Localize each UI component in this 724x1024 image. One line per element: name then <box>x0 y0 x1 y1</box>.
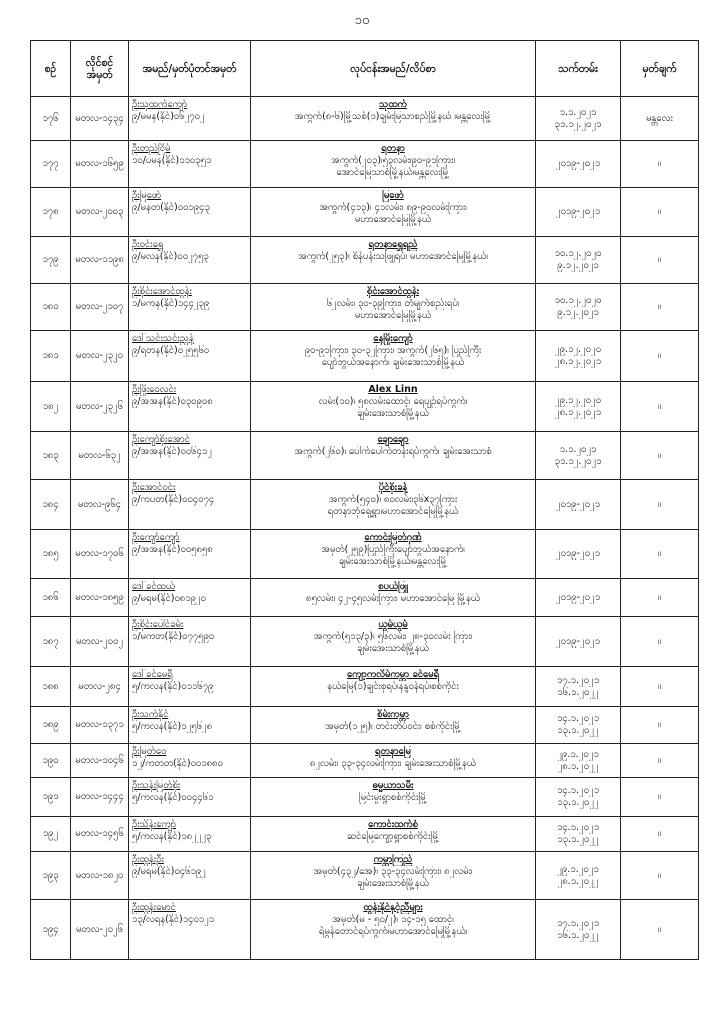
holder-name: ဦးစိုင်းပေါင်ခမ်း <box>132 619 184 630</box>
license-number: မတလ-၁၄၃၄ <box>71 97 129 141</box>
business-cell <box>251 188 536 237</box>
business-cell <box>251 667 536 707</box>
validity-date: ၉.၁၂.၂၀၂၁ <box>557 307 599 318</box>
holder-cell <box>129 617 251 667</box>
license-number: မတလ-၁၃၇၁ <box>71 707 129 744</box>
holder-cell <box>129 331 251 382</box>
table-row <box>31 579 699 617</box>
business-name: ကမ္ဘာကြည် <box>373 854 413 865</box>
holder-nrc: ၉/ရတန(နိုင်)၀၂၅၅၆၀ <box>132 345 210 356</box>
holder-name: ဦးမြတ်ဝေ <box>132 746 167 757</box>
license-number: မတလ-၂၁၀၇ <box>71 284 129 331</box>
license-number: မတလ-၂၀၂၆ <box>71 900 129 960</box>
business-address-line: ရဲမွန်တောင်ရပ်ကွက်၊မဟာအောင်မြေမြို့နယ်၊ <box>318 926 468 937</box>
business-name: ဓမ္မယာသမီး <box>372 780 414 791</box>
license-number: မတလ-၆၃၂ <box>71 432 129 480</box>
validity-cell <box>536 707 621 744</box>
holder-nrc: ၅/ကလန(နိုင်)၁၈၂၂၂၃ <box>132 831 212 842</box>
business-name: ကျော့ကလိမ်ကမ္ဘာ ခင်မေရီ <box>346 669 440 680</box>
business-cell <box>251 817 536 852</box>
business-address-line: အမှတ်(မ - ၅၀/၂)၊ ၁၄-၁၅ ထောင့်၊ <box>332 914 454 925</box>
license-number: မတလ-၂၈၄ <box>71 667 129 707</box>
header-business: လုပ်ငန်းအမည်/လိပ်စာ <box>251 41 536 97</box>
validity-cell <box>536 480 621 530</box>
business-cell <box>251 237 536 284</box>
business-name: ရတနာမြေ <box>375 746 411 757</box>
holder-nrc: ၉/မရမ(နိုင်)၀၄၆၁၉၂ <box>132 866 206 877</box>
validity-date: ၁၀.၁၂.၂၀၂၀ <box>554 295 602 306</box>
remark: ။ <box>621 579 699 617</box>
validity-cell <box>536 97 621 141</box>
holder-nrc: ၁/မကတ(နိုင်)၀၇၇၅၉၀ <box>132 631 215 642</box>
holder-name: ဒေါ်ခင်မေရီ <box>132 669 173 680</box>
table-row <box>31 530 699 579</box>
validity-date: ၂၉.၁.၂၀၂၁ <box>557 748 599 760</box>
business-address-line: ချမ်းအေးသာစံမြို့နယ်၊မန္တလေးမြို့ <box>338 556 448 567</box>
holder-cell <box>129 707 251 744</box>
holder-name: ဦးအောင်ဝင်း <box>132 482 176 493</box>
validity-date: ၃၁.၁၂.၂၀၂၁ <box>554 118 602 130</box>
holder-name: ဦးသန်းမြတ်စိုး <box>132 780 181 791</box>
row-number: ၁၈၂ <box>31 382 71 432</box>
business-address-line: ၈၅လမ်း၊ ၄၂-၄၅လမ်းကြား၊ မဟာအောင်မြေ မြို့နယ် <box>306 593 480 604</box>
business-name: မြဖော် <box>382 190 404 201</box>
row-number: ၁၈၉ <box>31 707 71 744</box>
remark: ။ <box>621 382 699 432</box>
table-row <box>31 667 699 707</box>
holder-name: ဦးကျော်စိုးအောင် <box>132 434 190 445</box>
header-license <box>71 41 129 97</box>
validity-date: ၂၈.၁၂.၂၀၂၁ <box>554 406 602 418</box>
validity-date: ၂၈.၁၂.၂၀၂၁ <box>554 356 602 367</box>
holder-nrc: ၅/ကလန(နိုင်)၀၀၄၄၆၁ <box>132 792 214 803</box>
holder-cell <box>129 188 251 237</box>
validity-date: ၃၁.၁၂.၂၀၂၁ <box>554 455 602 467</box>
business-name: စိမ်းကမ္ဘာ <box>377 709 409 720</box>
holder-nrc: ၉/ကပတ(နိုင်)၀၀၄၀၇၄ <box>132 494 215 505</box>
table-row <box>31 852 699 900</box>
business-address-line: ချမ်းအေးသာစံမြို့နယ် <box>357 408 429 419</box>
holder-name: ဦးသက်နိုင် <box>132 709 169 720</box>
holder-nrc: ၁၂/ကတတ(နိုင်)၀၀၁၈၈၀ <box>132 758 223 769</box>
holder-cell <box>129 237 251 284</box>
table-row <box>31 817 699 852</box>
holder-nrc: ၉/အအန(နိုင်)၀၀၆၄၁၂ <box>132 446 212 457</box>
table-row <box>31 480 699 530</box>
license-number: မတလ-၁၀၄၆ <box>71 744 129 778</box>
license-number: မတလ-၁၇၀၆ <box>71 530 129 579</box>
business-cell <box>251 284 536 331</box>
holder-nrc: ၉/မရမ(နိုင်)၀၈၁၉၂၀ <box>132 593 206 604</box>
validity-cell <box>536 141 621 188</box>
business-address-line: အကွက်(၂၆၀)၊ ပေါက်ပေါက်တန်းရပ်ကွက်၊ ချမ်းအေးသာစံ <box>294 446 492 457</box>
holder-nrc: ၁/မကန(နိုင်)၁၄၄၂၃၉ <box>132 298 210 309</box>
row-number: ၁၉၃ <box>31 852 71 900</box>
license-number: မတလ-၁၄၅၆ <box>71 817 129 852</box>
row-number: ၁၈၁ <box>31 331 71 382</box>
remark: ။ <box>621 432 699 480</box>
validity-date: ၁.၁.၂၀၂၁ <box>559 443 597 455</box>
holder-name: ဦးစိုင်းအောင်ထွန်း <box>132 286 192 297</box>
business-address-line: ရတနာဘုံရှေ့ရွာ၊မဟာအောင်မြေမြို့နယ် <box>327 506 459 517</box>
table-row <box>31 237 699 284</box>
remark: ။ <box>621 480 699 530</box>
row-number: ၁၈၈ <box>31 667 71 707</box>
holder-cell <box>129 778 251 817</box>
holder-nrc: ၉/အအန(နိုင်)၀၀၅၈၅၈ <box>132 544 213 555</box>
license-number: မတလ-၂၀၀၃ <box>71 188 129 237</box>
license-number: မတလ-၁၆၅၉ <box>71 141 129 188</box>
license-number: မတလ-၁၈၅၉ <box>71 579 129 617</box>
header-license-line: လိုင်စင် <box>85 56 114 69</box>
row-number: ၁၇၆ <box>31 97 71 141</box>
holder-cell <box>129 817 251 852</box>
validity-date: ၂၀၁၉-၂၀၂၁ <box>555 591 601 603</box>
validity-cell <box>536 617 621 667</box>
page-number: ၁၀ <box>354 13 370 28</box>
remark: ။ <box>621 667 699 707</box>
header-license-line: အမှတ် <box>86 68 113 81</box>
business-address-line: ချမ်းအေးသာစံမြို့နယ် <box>357 643 429 654</box>
remark: ။ <box>621 530 699 579</box>
holder-cell <box>129 667 251 707</box>
validity-cell <box>536 530 621 579</box>
header-remark: မှတ်ချက် <box>621 41 699 97</box>
business-address-line: ၈၂လမ်း၊ ၃၃-၃၄လမ်းကြား၊ ချမ်းအေးသာစံမြို့နယ် <box>309 758 477 769</box>
table-row <box>31 617 699 667</box>
validity-date: ၁.၁.၂၀၂၁ <box>559 106 597 118</box>
validity-date: ၂၀၁၉-၂၀၂၁ <box>555 498 601 510</box>
row-number: ၁၈၃ <box>31 432 71 480</box>
remark: ။ <box>621 188 699 237</box>
business-name: ကောင်းထက်စံ <box>368 819 418 830</box>
table-body <box>31 97 699 960</box>
holder-name: ဦးဖြိုးဝေလင်း <box>132 384 177 395</box>
holder-nrc: ၅/ကလန(နိုင်)၁၂၅၆၂၈ <box>132 721 213 732</box>
business-address-line: လမ်း(၁၀)၊ ၅၈လမ်းထောင့်၊ ရေပျဥ်ရပ်ကွက်၊ <box>318 396 468 407</box>
business-address-line: အကွက်(၂၅၃)၊ စိန်ပန်းသဖြူရပ်၊ မဟာအောင်မြေမြို့နယ်၊ <box>298 251 488 262</box>
validity-cell <box>536 331 621 382</box>
validity-date: ၁၆.၁.၂၀၂၂ <box>557 686 599 698</box>
table-row <box>31 778 699 817</box>
remark: ။ <box>621 284 699 331</box>
business-name: စပယ်ဖြူ <box>378 581 408 592</box>
header-validity: သက်တမ်း <box>536 41 621 97</box>
business-cell <box>251 900 536 960</box>
remark: ။ <box>621 237 699 284</box>
holder-cell <box>129 284 251 331</box>
business-name: ပိုင်စိုးခန့် <box>378 482 408 493</box>
remark: ။ <box>621 744 699 778</box>
validity-cell <box>536 237 621 284</box>
validity-date: ၂၀၁၉-၂၀၂၁ <box>555 158 601 169</box>
table-header-row <box>31 41 699 97</box>
remark: ။ <box>621 707 699 744</box>
row-number: ၁၉၀ <box>31 744 71 778</box>
remark: ။ <box>621 617 699 667</box>
table-row <box>31 331 699 382</box>
holder-cell <box>129 97 251 141</box>
business-address-line: ၉၀-၉၁ကြား၊ ၃၀-၃၂ကြား၊ အကွက်(၂၆၅)၊ ပြည်ကြီး <box>304 345 482 356</box>
table-row <box>31 97 699 141</box>
remark: မန္တလေး <box>621 97 699 141</box>
holder-name: ဦးသုထက်ကျော် <box>132 99 188 110</box>
holder-name: ဦးဝင်းရွှေ <box>132 239 164 250</box>
holder-nrc: ၉/မမန(နိုင်)၀၆၂၇၀၂ <box>132 111 205 122</box>
remark: ။ <box>621 852 699 900</box>
license-number: မတလ-၉၆၄ <box>71 480 129 530</box>
holder-nrc: ၅/ကလန(နိုင်)၀၁၁၆၇၉ <box>132 681 214 692</box>
table-row <box>31 382 699 432</box>
validity-cell <box>536 900 621 960</box>
validity-date: ၁၇.၁.၂၀၂၁ <box>556 917 600 929</box>
business-cell <box>251 617 536 667</box>
business-address-line: ပျော်ဘွယ်အနောက်၊ ချမ်းအေးသာစံမြို့နယ် <box>321 357 465 368</box>
table-row <box>31 432 699 480</box>
holder-name: ဦးမြဖော် <box>132 190 162 201</box>
holder-name: ဦးကျော်ကျော် <box>132 532 180 543</box>
business-address-line: ချမ်းအေးသာစံမြို့နယ် <box>357 878 429 889</box>
business-cell <box>251 707 536 744</box>
holder-cell <box>129 432 251 480</box>
validity-date: ၁၆.၁.၂၀၂၂ <box>557 929 599 941</box>
business-name: ချောချော <box>377 434 409 445</box>
business-name: ကောင်းမြတ်ဂုဏ် <box>364 532 422 543</box>
remark: ။ <box>621 141 699 188</box>
holder-cell <box>129 382 251 432</box>
validity-date: ၂၀၁၉-၂၀၂၁ <box>555 206 601 217</box>
table-row <box>31 284 699 331</box>
validity-date: ၁၇.၁.၂၀၂၁ <box>556 674 600 686</box>
validity-date: ၁၀.၁၂.၂၀၂၀ <box>554 248 602 259</box>
business-cell <box>251 852 536 900</box>
validity-cell <box>536 382 621 432</box>
business-cell <box>251 778 536 817</box>
validity-cell <box>536 778 621 817</box>
validity-cell <box>536 579 621 617</box>
business-name: နေမြိုးကျော် <box>373 333 413 344</box>
remark: ။ <box>621 778 699 817</box>
business-address-line: နယ်မြေ(၁)ချင်းစုရပ်၊နန္ဒဝန်ရပ်၊စစ်ကိုင်း <box>327 681 459 692</box>
row-number: ၁၈၄ <box>31 480 71 530</box>
business-cell <box>251 744 536 778</box>
holder-name: ဒေါ်သင်းသင်းညွန့် <box>132 333 194 344</box>
validity-date: ၁၃.၁.၂၀၂၂ <box>557 725 599 736</box>
holder-nrc: ၁၀/ပမန(နိုင်)၁၁၀၃၅၁ <box>132 155 212 166</box>
validity-cell <box>536 284 621 331</box>
holder-cell <box>129 852 251 900</box>
validity-date: ၉.၁၂.၂၀၂၁ <box>557 260 599 271</box>
row-number: ၁၇၉ <box>31 237 71 284</box>
business-name: ယွမ်ယွမ် <box>378 619 408 630</box>
validity-date: ၂၀၁၉-၂၀၂၁ <box>555 548 601 559</box>
table-row <box>31 188 699 237</box>
holder-name: ဦးထွန်းဦး <box>132 854 164 865</box>
row-number: ၁၇၇ <box>31 141 71 188</box>
business-cell <box>251 331 536 382</box>
holder-nrc: ၉/မလန(နိုင်)၀၀၂၇၅၃ <box>132 251 209 262</box>
business-name: ထွန်းနိုင်နှင့်ညီများ <box>363 902 423 913</box>
business-name: ရတနာ <box>381 143 405 154</box>
holder-cell <box>129 480 251 530</box>
business-cell <box>251 382 536 432</box>
business-name: Alex Linn <box>368 384 418 395</box>
holder-name: ဒေါ်ခင်ထယ် <box>132 581 176 592</box>
holder-cell <box>129 579 251 617</box>
validity-date: ၂၉.၁.၂၀၂၁ <box>557 863 599 875</box>
validity-cell <box>536 667 621 707</box>
business-name: စိုင်းအောင်ထွန်း <box>366 286 420 297</box>
holder-nrc: ၁၃/လရန(နိုင်)၁၄၀၁၂၁ <box>132 914 215 925</box>
remark: ။ <box>621 900 699 960</box>
business-cell <box>251 480 536 530</box>
business-address-line: မဟာအောင်မြေမြို့နယ် <box>354 310 432 321</box>
business-address-line: အကွက်(၅၁၃/၃)၊ ၅၆လမ်း၊ ၂၈-၃၀လမ်း ကြား၊ <box>313 631 473 642</box>
table-row <box>31 900 699 960</box>
business-address-line: မြင်းမူးရွာစစ်ကိုင်းမြို့ <box>358 792 428 803</box>
table-row <box>31 141 699 188</box>
validity-cell <box>536 852 621 900</box>
business-address-line: အကွက်(၅၄၀)၊ ၈၀လမ်း၊၃၆x၃၇ကြား <box>328 494 458 505</box>
row-number: ၁၈၆ <box>31 579 71 617</box>
validity-date: ၁၄.၁.၂၀၂၁ <box>556 713 600 724</box>
table-row <box>31 707 699 744</box>
license-number: မတလ-၂၃၂၀ <box>71 331 129 382</box>
header-name: အမည်/မှတ်ပုံတင်အမှတ် <box>129 41 251 97</box>
header-no: စဉ် <box>31 41 71 97</box>
business-address-line: အကွက်(၂၀၃)၊၅၃လမ်း၊၉၀-၉၁ကြား၊ <box>330 155 456 166</box>
validity-cell <box>536 817 621 852</box>
business-address-line: အမှတ်(၂၅၉)ပြည်ကြီးပျော်ဘွယ်အနောက်၊ <box>321 544 465 555</box>
business-cell <box>251 141 536 188</box>
business-address-line: အောင်မြေသာစံမြို့နယ်၊မန္တလေးမြို့ <box>336 167 450 178</box>
validity-date: ၁၄.၁.၂၀၂၁ <box>556 785 600 796</box>
validity-date: ၁၃.၁.၂၀၂၂ <box>557 797 599 808</box>
business-name: ရတနာရွှေရည် <box>368 239 418 250</box>
row-number: ၁၈၇ <box>31 617 71 667</box>
license-number: မတလ-၂၃၂၆ <box>71 382 129 432</box>
validity-date: ၂၉.၁၂.၂၀၂၀ <box>554 344 602 355</box>
business-address-line: ဆင်မြေကျော့ရွာစစ်ကိုင်းမြို့ <box>346 831 440 842</box>
validity-cell <box>536 432 621 480</box>
business-address-line: အမှတ်(၁၂၅)၊ တင်းတိပ်ဝင်း၊ စစ်ကိုင်းမြို့ <box>325 721 461 732</box>
business-name: သုထက် <box>379 99 407 110</box>
business-address-line: အမှတ်(၄၃၂/အေ)၊ ၃၃-၃၄လမ်းကြား၊ ၈၂လမ်း၊ <box>313 866 473 877</box>
holder-nrc: ၉/အအန(နိုင်)၀၃၀၉၀၈ <box>132 396 213 407</box>
license-table <box>30 40 699 960</box>
validity-date: ၁၃.၁.၂၀၂၂ <box>557 834 599 845</box>
business-cell <box>251 97 536 141</box>
license-number: မတလ-၁၁၉၈ <box>71 237 129 284</box>
row-number: ၁၇၈ <box>31 188 71 237</box>
validity-date: ၂၉.၁၂.၂၀၂၀ <box>554 394 602 406</box>
business-address-line: အကွက်(၄၁၃)၊ ၄၁လမ်း၊ ၈၉-၉၀လမ်းကြား၊ <box>319 202 467 213</box>
holder-nrc: ၉/မနတ(နိုင်)၀၀၁၉၄၃ <box>132 202 210 213</box>
remark: ။ <box>621 817 699 852</box>
row-number: ၁၈၅ <box>31 530 71 579</box>
business-address-line: ၆၂လမ်း၊ ၃၀-၃၉ကြား၊ တံမျက်စည်းရပ်၊ <box>326 298 460 309</box>
holder-cell <box>129 900 251 960</box>
business-address-line: အကွက်(၈-၆)မြို့သစ်(၁)ချမ်းမြသာစည်မြို့နယ် ၊မန္တလေးမြို့ <box>294 111 492 122</box>
validity-cell <box>536 744 621 778</box>
validity-date: ၂၈.၁.၂၀၂၂ <box>557 760 599 772</box>
row-number: ၁၉၁ <box>31 778 71 817</box>
holder-name: ဦးထွန်းမောင် <box>132 902 176 913</box>
validity-date: ၁၄.၁.၂၀၂၁ <box>556 822 600 833</box>
license-number: မတလ-၂၀၀၂ <box>71 617 129 667</box>
holder-name: ဦးတည်ငြိမ် <box>132 143 171 154</box>
business-cell <box>251 579 536 617</box>
validity-date: ၂၀၁၉-၂၀၂၁ <box>555 635 601 647</box>
row-number: ၁၈၀ <box>31 284 71 331</box>
validity-cell <box>536 188 621 237</box>
validity-date: ၂၈.၁.၂၀၂၂ <box>557 875 599 887</box>
row-number: ၁၉၂ <box>31 817 71 852</box>
license-number: မတလ-၁၈၂၀ <box>71 852 129 900</box>
table-row <box>31 744 699 778</box>
holder-name: ဦးသိန်းကျော် <box>132 819 177 830</box>
business-cell <box>251 432 536 480</box>
license-number: မတလ-၁၄၄၄ <box>71 778 129 817</box>
business-cell <box>251 530 536 579</box>
holder-cell <box>129 141 251 188</box>
remark: ။ <box>621 331 699 382</box>
business-address-line: မဟာအောင်မြေမြို့နယ် <box>354 214 432 225</box>
holder-cell <box>129 530 251 579</box>
row-number: ၁၉၄ <box>31 900 71 960</box>
holder-cell <box>129 744 251 778</box>
